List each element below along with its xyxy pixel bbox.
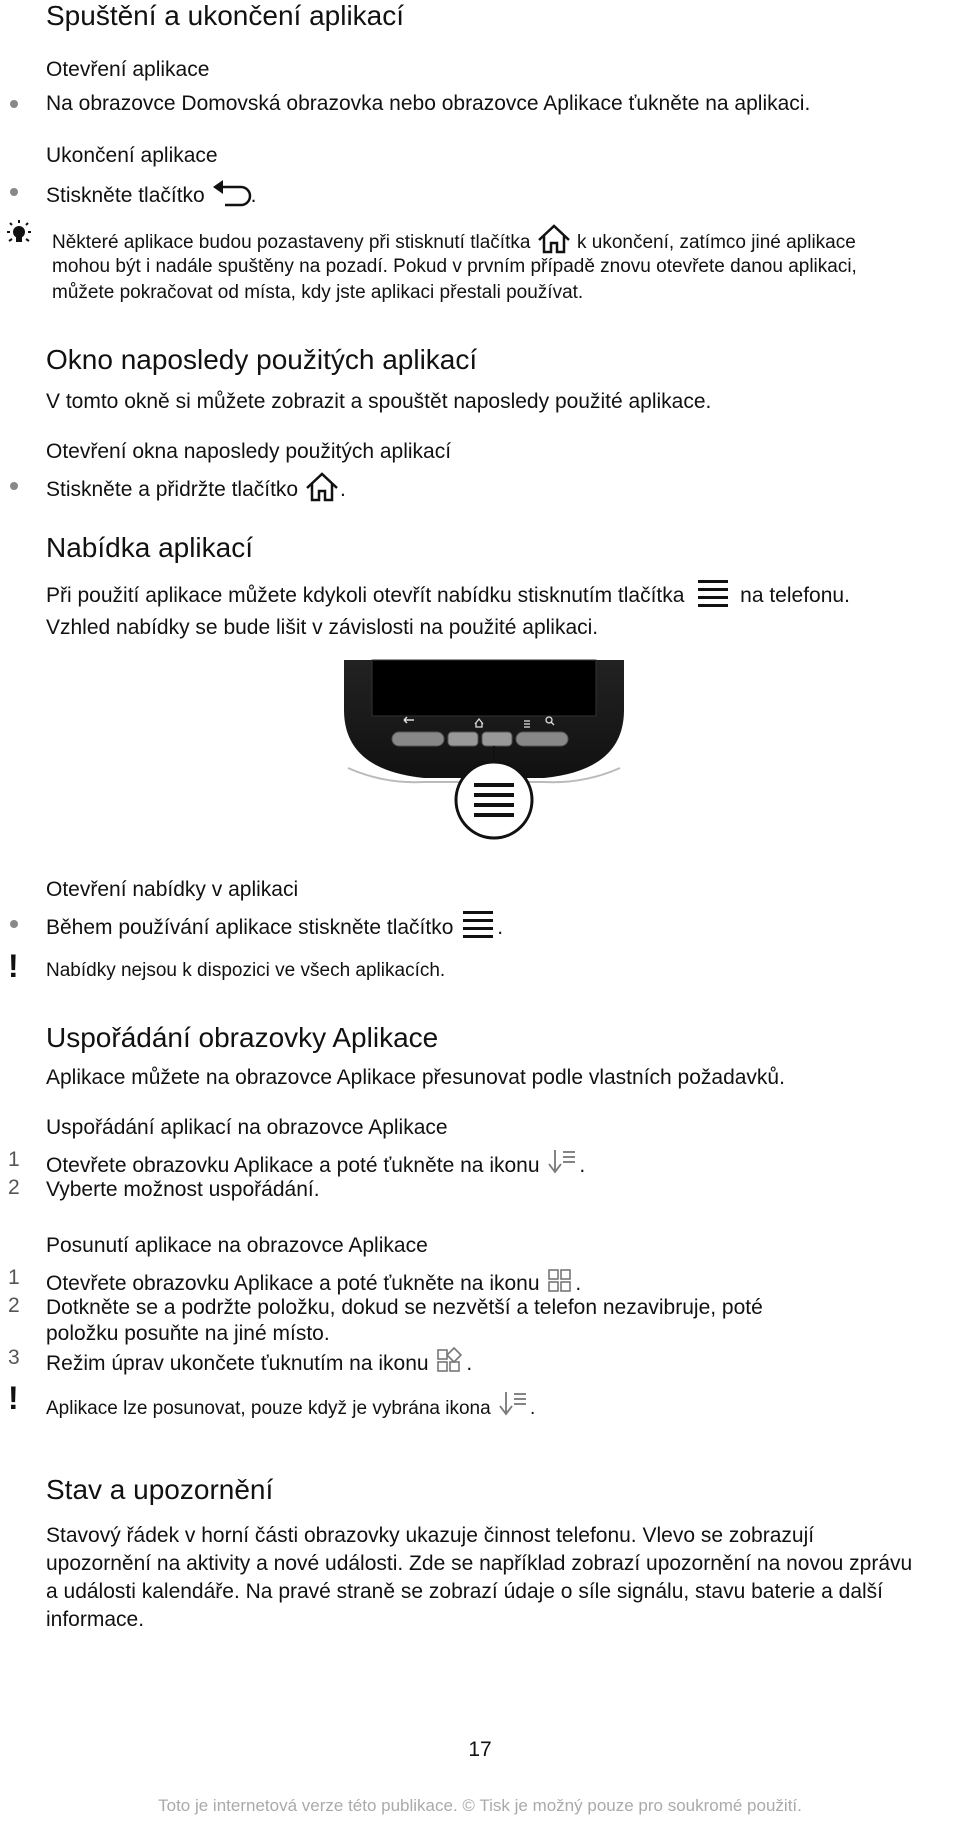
section-title-status: Stav a upozornění — [46, 1474, 274, 1505]
bullet — [10, 100, 18, 108]
move-step-3: Režim úprav ukončete ťuknutím na ikonu . — [46, 1346, 472, 1383]
status-line-3: a události kalendáře. Na pravé straně se zobrazí údaje o síle signálu, stavu baterie a další — [46, 1580, 883, 1603]
arrange-note: Aplikace lze posunovat, pouze když je vybrána ikona . — [46, 1390, 535, 1428]
app-menu-line-2: Vzhled nabídky se bude lišit v závislosti na použité aplikaci. — [46, 616, 599, 639]
menu-icon — [459, 908, 497, 949]
phone-keys-illustration — [344, 660, 624, 855]
step-number: 1 — [8, 1266, 20, 1289]
exit-edit-icon — [434, 1346, 466, 1383]
step-number: 2 — [8, 1176, 20, 1199]
open-menu-step: Během používání aplikace stiskněte tlačítko . — [46, 908, 503, 949]
heading-open-recent: Otevření okna naposledy použitých aplikací — [46, 440, 452, 463]
close-app-step: Stiskněte tlačítko . — [46, 178, 256, 215]
tip-line-3: můžete pokračovat od místa, kdy jste aplikaci přestali používat. — [52, 282, 584, 303]
section-title-start-stop: Spuštění a ukončení aplikací — [46, 0, 405, 31]
move-step-1: Otevřete obrazovku Aplikace a poté ťukněte na ikonu . — [46, 1266, 581, 1303]
section-title-app-menu: Nabídka aplikací — [46, 532, 254, 563]
heading-move-app: Posunutí aplikace na obrazovce Aplikace — [46, 1234, 428, 1257]
arrange-intro: Aplikace můžete na obrazovce Aplikace přesunovat podle vlastních požadavků. — [46, 1066, 785, 1089]
footer-text: Toto je internetová verze této publikace. © Tisk je možný pouze pro soukromé použití. — [158, 1796, 802, 1815]
tip-bulb-icon — [2, 218, 36, 253]
arrange-step-1: Otevřete obrazovku Aplikace a poté ťukněte na ikonu . — [46, 1148, 585, 1185]
heading-open-app: Otevření aplikace — [46, 58, 210, 81]
open-app-text: Na obrazovce Domovská obrazovka nebo obrazovce Aplikace ťukněte na aplikaci. — [46, 92, 811, 115]
bullet — [10, 920, 18, 928]
move-step-2-line-1: Dotkněte se a podržte položku, dokud se nezvětší a telefon nezavibruje, poté — [46, 1296, 763, 1319]
heading-arrange-apps: Uspořádání aplikací na obrazovce Aplikace — [46, 1116, 448, 1139]
step-number: 3 — [8, 1346, 20, 1369]
section-title-recent-apps: Okno naposledy použitých aplikací — [46, 344, 478, 375]
section-title-arrange: Uspořádání obrazovky Aplikace — [46, 1022, 439, 1053]
bullet — [10, 188, 18, 196]
bullet — [10, 482, 18, 490]
sort-icon — [545, 1148, 579, 1185]
page-number: 17 — [468, 1738, 492, 1761]
status-line-4: informace. — [46, 1608, 145, 1631]
arrange-step-2: Vyberte možnost uspořádání. — [46, 1178, 320, 1201]
back-icon — [211, 178, 251, 215]
tip-line-2: mohou být i nadále spuštěny na pozadí. Pokud v prvním případě znovu otevřete danou aplikaci, — [52, 256, 857, 277]
close-app-text: Stiskněte tlačítko — [46, 184, 205, 208]
step-number: 1 — [8, 1148, 20, 1171]
menu-note: Nabídky nejsou k dispozici ve všech aplikacích. — [46, 960, 446, 981]
app-menu-line-1: Při použití aplikace můžete kdykoli otevřít nabídku stisknutím tlačítka na telefonu. — [46, 578, 850, 615]
step-number: 2 — [8, 1294, 20, 1317]
recent-apps-intro: V tomto okně si můžete zobrazit a spouštět naposledy použité aplikace. — [46, 390, 712, 413]
open-recent-step: Stiskněte a přidržte tlačítko . — [46, 472, 346, 509]
tip-line-1: Některé aplikace budou pozastaveny při stisknutí tlačítka k ukončení, zatímco jiné aplikace — [52, 224, 856, 262]
move-step-2-line-2: položku posuňte na jiné místo. — [46, 1322, 330, 1345]
heading-close-app: Ukončení aplikace — [46, 144, 218, 167]
status-line-1: Stavový řádek v horní části obrazovky ukazuje činnost telefonu. Vlevo se zobrazují — [46, 1524, 815, 1547]
menu-icon — [694, 578, 730, 615]
status-line-2: upozornění na aktivity a nové události. Zde se například zobrazí upozornění na novou zprávu — [46, 1552, 913, 1575]
home-icon — [304, 472, 340, 509]
note-icon: ! — [8, 1380, 19, 1416]
sort-icon — [496, 1390, 530, 1428]
heading-open-menu: Otevření nabídky v aplikaci — [46, 878, 299, 901]
note-icon: ! — [8, 948, 19, 984]
